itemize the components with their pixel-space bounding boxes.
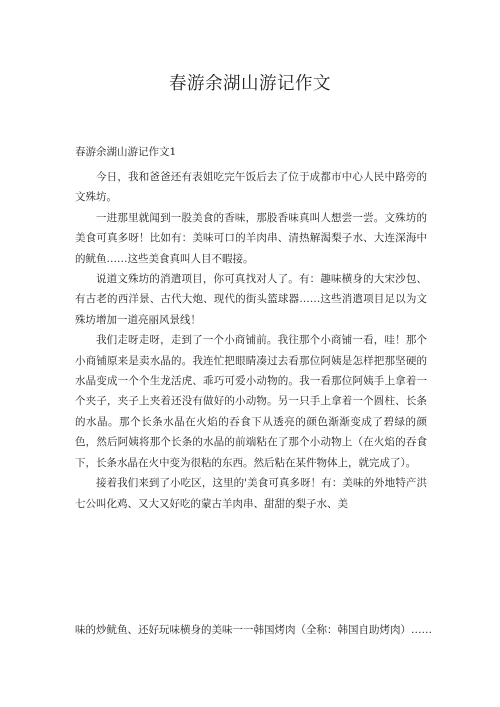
paragraph: 我们走呀走呀，走到了一个小商铺前。我往那个小商铺一看，哇！那个小商铺原来是卖水晶的。我连忙把眼睛凑过去看那位阿姨是怎样把那坚硬的水晶变成一个个生龙活虎、乖巧可爱小动物的。我一看那位阿姨手上拿着一个夹子，夹子上夹着还没有做好的小动物。另一只手上拿着一个圆柱、长条的水晶。那个长条水晶在火焰的吞食下从透亮的颜色渐渐变成了碧绿的颜色，然后阿姨将那个长条的水晶的前端粘在了那个小动物上（在火焰的吞食下，长条水晶在火中变为很粘的东西。然后粘在某件物体上，就完成了）。 (75, 334, 427, 469)
paragraph: 说道文殊坊的消遣项目，你可真找对人了。有：趣味横身的大宋沙包、有古老的西洋景、古代大炮、现代的街头篮球器……这些消遣项目足以为文殊坊增加一道亮丽风景线！ (75, 273, 427, 326)
paragraph: 一进那里就闻到一股美食的香味，那股香味真叫人想尝一尝。文殊坊的美食可真多呀！比如有：美味可口的羊肉串、清热解渴梨子水、大连深海中的鱿鱼……这些美食真叫人目不暇接。 (75, 211, 427, 265)
section-heading: 春游余湖山游记作文1 (75, 146, 177, 158)
paragraph: 今日，我和爸爸还有表姐吃完午饭后去了位于成都市中心人民中路旁的文殊坊。 (75, 171, 427, 204)
document-title: 春游余湖山游记作文 (169, 74, 331, 94)
document-body (75, 167, 427, 514)
paragraph-continuation: 味的炒鱿鱼、还好玩味横身的美味一一韩国烤肉（全称：韩国自助烤肉）…… (75, 624, 432, 636)
paragraph: 接着我们来到了小吃区，这里的'美食可真多呀！有：美味的外地特产洪七公叫化鸡、又大又好吃的蒙古羊肉串、甜甜的梨子水、美 (75, 477, 427, 510)
